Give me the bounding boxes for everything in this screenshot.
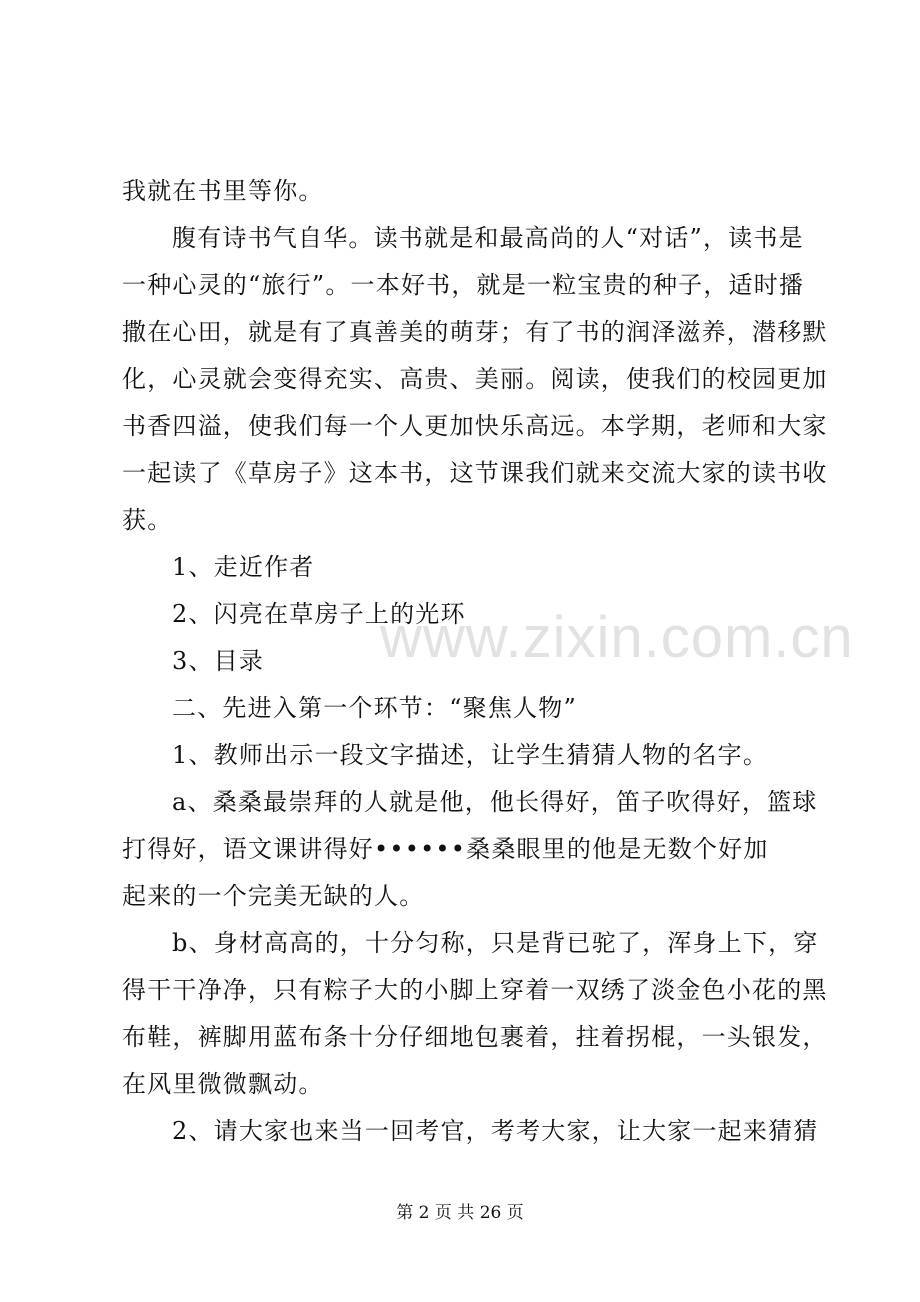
text-line: 腹有诗书气自华。读书就是和最高尚的人“对话”，读书是 <box>172 224 804 252</box>
text-line: 获。 <box>122 506 173 534</box>
text-line: 布鞋，裤脚用蓝布条十分仔细地包裹着，拄着拐棍，一头银发， <box>122 1023 828 1051</box>
text-line: 化，心灵就会变得充实、高贵、美丽。阅读，使我们的校园更加 <box>122 365 828 393</box>
text-line: 我就在书里等你。 <box>122 177 324 205</box>
text-line: 在风里微微飘动。 <box>122 1070 324 1098</box>
page-footer: 第 2 页 共 26 页 <box>396 1203 524 1223</box>
text-line: 一种心灵的“旅行”。一本好书，就是一粒宝贵的种子，适时播 <box>122 271 805 299</box>
text-line: 书香四溢，使我们每一个人更加快乐高远。本学期，老师和大家 <box>122 412 828 440</box>
text-line: 1、教师出示一段文字描述，让学生猜猜人物的名字。 <box>172 741 769 769</box>
text-line: b、身材高高的，十分匀称，只是背已驼了，浑身上下，穿 <box>172 929 819 957</box>
text-line: 二、先进入第一个环节：“聚焦人物” <box>172 694 577 722</box>
text-line: 起来的一个完美无缺的人。 <box>122 882 425 910</box>
body-text <box>122 168 828 1155</box>
text-line: a、桑桑最崇拜的人就是他，他长得好，笛子吹得好，篮球 <box>172 788 818 816</box>
text-line: 2、请大家也来当一回考官，考考大家，让大家一起来猜猜 <box>172 1117 819 1145</box>
text-line: 打得好，语文课讲得好••••••桑桑眼里的他是无数个好加 <box>122 835 769 863</box>
text-line: 1、走近作者 <box>172 553 315 581</box>
text-line: 2、闪亮在草房子上的光环 <box>172 600 466 628</box>
text-line: 得干干净净，只有粽子大的小脚上穿着一双绣了淡金色小花的黑 <box>122 976 828 1004</box>
text-line: 撒在心田，就是有了真善美的萌芽；有了书的润泽滋养，潜移默 <box>122 318 828 346</box>
text-line: 一起读了《草房子》这本书，这节课我们就来交流大家的读书收 <box>122 459 828 487</box>
watermark: www.zixin.com.cn <box>380 605 854 670</box>
text-line: 3、目录 <box>172 647 265 675</box>
